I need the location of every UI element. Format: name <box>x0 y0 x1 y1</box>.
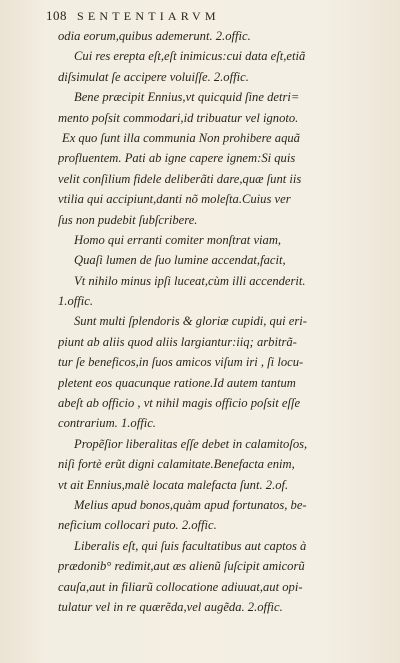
text-line: ſus non pudebit ſubſcribere. <box>58 212 198 227</box>
text-line: Liberalis eſt, qui ſuis facultatibus aut captos à <box>74 538 307 553</box>
text-line: profluentem. Pati ab igne capere ignem:Si quis <box>58 151 296 166</box>
text-line: 1.offic. <box>58 294 93 309</box>
text-line: contrarium. 1.offic. <box>58 416 156 431</box>
text-line: piunt ab aliis quod aliis largiantur:iiq; arbitrã- <box>58 334 297 349</box>
text-body <box>58 26 370 617</box>
text-line: prædonib° redimit,aut æs alienũ ſuſcipit amicorũ <box>58 559 305 574</box>
text-line: diſsimulat ſe accipere voluiſſe. 2.offic. <box>58 69 249 84</box>
text-line: vtilia qui accipiunt,danti nõ moleſta.Cuius ver <box>58 192 291 207</box>
text-line: Propẽſior liberalitas eſſe debet in calamitoſos, <box>74 436 308 451</box>
text-line: niſi fortè erũt digni calamitate.Benefacta enim, <box>58 457 295 472</box>
page-header <box>46 8 360 24</box>
text-line: Sunt multi ſplendoris & gloriæ cupidi, qui eri- <box>74 314 307 329</box>
text-line: Cui res erepta eſt,eſt inimicus:cui data eſt,etiã <box>74 49 306 64</box>
text-line: Ex quo ſunt illa communia Non prohibere aquã <box>62 130 300 145</box>
text-line: Vt nihilo minus ipſi luceat,cùm illi accenderit. <box>74 273 306 288</box>
text-line: velit conſilium fidele deliberãti dare,quæ ſunt iis <box>58 171 302 186</box>
text-line: Bene præcipit Ennius,vt quicquid ſine detri= <box>74 90 300 105</box>
text-line: Quaſi lumen de ſuo lumine accendat,facit, <box>74 253 286 268</box>
text-line: Homo qui erranti comiter monſtrat viam, <box>74 232 282 247</box>
text-line: pletent eos quacunque ratione.Id autem tantum <box>58 375 296 390</box>
page-number: 108 <box>46 8 67 23</box>
text-line: neficium collocari puto. 2.offic. <box>58 518 217 533</box>
running-head: SENTENTIARVM <box>77 9 220 23</box>
text-line: Melius apud bonos,quàm apud fortunatos, be- <box>74 497 307 512</box>
text-line: abeſt ab officio , vt nihil magis officio poſsit eſſe <box>58 396 301 411</box>
text-line: tur ſe beneficos,in ſuos amicos viſum iri , ſi locu- <box>58 355 304 370</box>
text-line: vt ait Ennius,malè locata malefacta ſunt. 2.of. <box>58 477 289 492</box>
text-line: odia eorum,quibus ademerunt. 2.offic. <box>58 29 251 43</box>
text-line: tulatur vel in re quærẽda,vel augẽda. 2.offic. <box>58 599 283 614</box>
text-line: cauſa,aut in filiarũ collocatione adiuuat,aut opi- <box>58 579 303 594</box>
text-line: mento poſsit commodari,id tribuatur vel ignoto. <box>58 110 299 125</box>
